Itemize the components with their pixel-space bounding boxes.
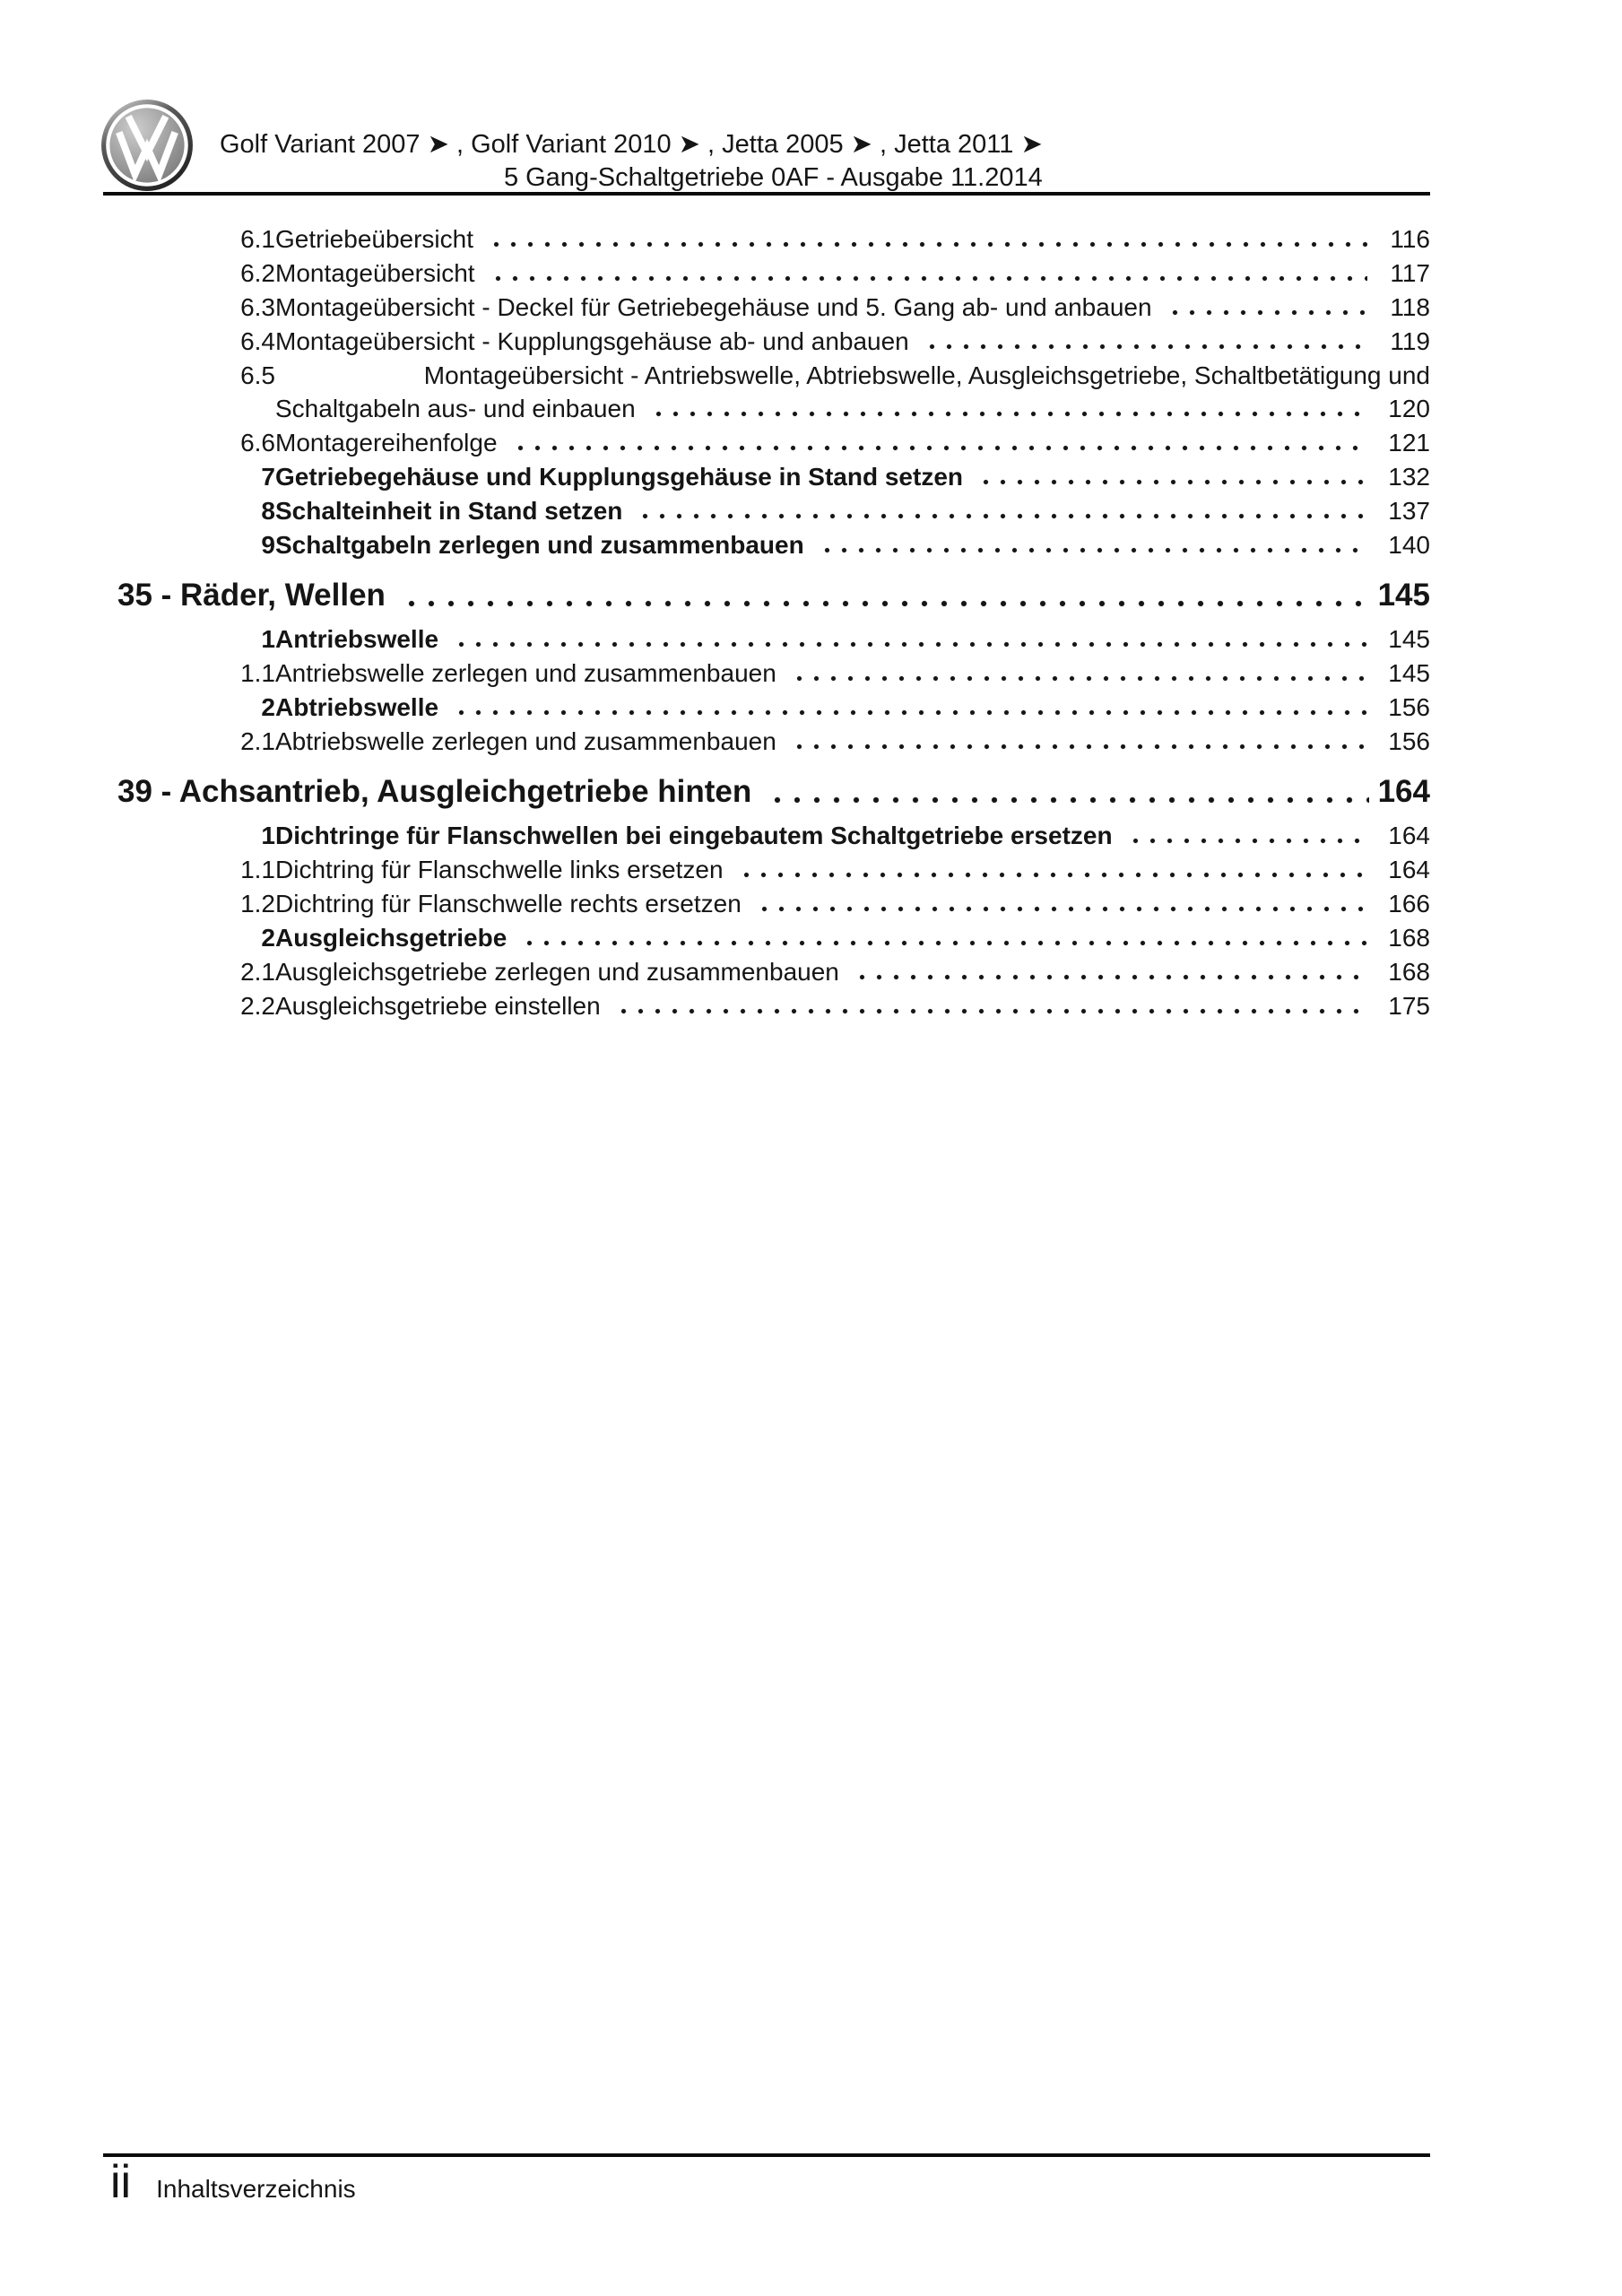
dot-leader [488,241,1367,248]
toc-entry [103,727,1430,755]
page-number: 121 [1388,429,1430,457]
entry-number: 7 [261,463,275,491]
page-number: 156 [1388,693,1430,721]
page-number: 118 [1390,293,1430,321]
entry-title: Schaltgabeln zerlegen und zusammenbauen [275,531,804,559]
entry-title: Montageübersicht - Kupplungsgehäuse ab- und anbauen [275,327,909,355]
footer-row [110,2156,356,2208]
entry-number: 6.2 [240,259,275,287]
toc-entry [103,497,1430,525]
page-number: 132 [1388,463,1430,491]
header-rule [103,192,1430,196]
entry-number: 1 [261,822,275,849]
entry-number: 2.2 [240,992,275,1020]
dot-leader [402,600,1369,607]
page-number: 120 [1388,395,1430,422]
entry-number: 1.1 [240,856,275,883]
page-number: 175 [1388,992,1430,1020]
dot-leader [512,445,1367,451]
page-number: 166 [1388,890,1430,918]
toc-entry [103,992,1430,1020]
entry-number: 2 [261,924,275,952]
toc-entry [103,531,1430,559]
entry-title-continuation [275,395,1430,422]
toc-entry [103,293,1430,321]
toc-entry [103,429,1430,457]
toc-list [103,225,1430,1026]
entry-title: Ausgleichsgetriebe zerlegen und zusammenbauen [275,958,839,986]
entry-title: Montageübersicht - Antriebswelle, Abtriebswelle, Ausgleichsgetriebe, Schaltbetätigung und [423,361,1430,389]
header-model-list: Golf Variant 2007 ➤ , Golf Variant 2010 ➤ , Jetta 2005 ➤ , Jetta 2011 ➤ [220,130,1043,159]
page-number: 168 [1388,958,1430,986]
dot-leader [756,906,1367,912]
toc-entry [103,924,1430,952]
page-number: 145 [1388,659,1430,687]
toc-entry [103,822,1430,849]
entry-title: Antriebswelle zerlegen und zusammenbauen [275,659,776,687]
page-number: 156 [1388,727,1430,755]
footer-label: Inhaltsverzeichnis [156,2175,356,2203]
dot-leader [490,275,1367,282]
dot-leader [637,513,1367,519]
dot-leader [819,547,1367,553]
dot-leader [854,974,1367,980]
entry-number: 1.2 [240,890,275,918]
entry-number: 2 [261,693,275,721]
dot-leader [453,641,1367,648]
page-number: 164 [1388,856,1430,883]
page-number: 164 [1388,822,1430,849]
toc-entry [103,890,1430,918]
page-number: 168 [1388,924,1430,952]
page-number: 137 [1388,497,1430,525]
entry-title: Getriebeübersicht [275,225,474,253]
dot-leader [768,796,1368,804]
entry-number: 6.3 [240,293,275,321]
entry-number: 6.5 [240,361,275,389]
entry-number: 8 [261,497,275,525]
dot-leader [615,1008,1367,1014]
toc-entry [103,225,1430,253]
entry-title: Antriebswelle [275,625,439,653]
dot-leader [791,744,1367,750]
dot-leader [1127,838,1367,844]
entry-title: Schalteinheit in Stand setzen [275,497,623,525]
dot-leader [453,709,1367,716]
entry-title: Ausgleichsgetriebe einstellen [275,992,601,1020]
toc-entry [103,259,1430,287]
entry-number: 2.1 [240,958,275,986]
header-text-block [220,128,1043,195]
dot-leader [977,479,1367,485]
page-number: 117 [1390,259,1430,287]
entry-title: Ausgleichsgetriebe [275,924,507,952]
toc-entry [103,327,1430,355]
page-number: 140 [1388,531,1430,559]
page-number: 164 [1377,774,1430,809]
page-number: 145 [1377,578,1430,613]
entry-title: Dichtring für Flanschwelle links ersetzen [275,856,724,883]
page-number: 119 [1390,327,1430,355]
dot-leader [791,675,1367,682]
section-title: 35 - Räder, Wellen [117,578,386,613]
header-manual-subtitle: 5 Gang-Schaltgetriebe 0AF - Ausgabe 11.2014 [503,163,1043,192]
dot-leader [1167,309,1367,316]
toc-entry [103,958,1430,986]
toc-entry [103,856,1430,883]
toc-section-heading [103,775,1430,809]
dot-leader [521,940,1367,946]
vw-logo-icon [100,99,194,192]
entry-number: 6.1 [240,225,275,253]
entry-title: Montageübersicht [275,259,475,287]
dot-leader [738,872,1367,878]
entry-number: 2.1 [240,727,275,755]
section-title: 39 - Achsantrieb, Ausgleichgetriebe hinten [117,775,752,809]
entry-title: Abtriebswelle [275,693,439,721]
toc-entry [103,659,1430,687]
page-number: 145 [1388,625,1430,653]
footer-page-number: ii [110,2156,132,2208]
entry-title: Dichtring für Flanschwelle rechts ersetzen [275,890,742,918]
dot-leader [924,344,1367,350]
entry-number: 1 [261,625,275,653]
entry-title: Montagereihenfolge [275,429,498,457]
entry-number: 6.4 [240,327,275,355]
entry-title-line2: Schaltgabeln aus- und einbauen [275,395,636,422]
entry-number: 1.1 [240,659,275,687]
entry-title: Dichtringe für Flanschwellen bei eingebautem Schaltgetriebe ersetzen [275,822,1113,849]
dot-leader [650,411,1367,417]
toc-entry [103,463,1430,491]
toc-entry [103,693,1430,721]
entry-title: Montageübersicht - Deckel für Getriebegehäuse und 5. Gang ab- und anbauen [275,293,1152,321]
entry-title: Getriebegehäuse und Kupplungsgehäuse in Stand setzen [275,463,964,491]
toc-entry [103,361,1430,422]
entry-number: 9 [261,531,275,559]
entry-body [275,361,1430,422]
entry-number: 6.6 [240,429,275,457]
toc-entry [103,625,1430,653]
entry-title: Abtriebswelle zerlegen und zusammenbauen [275,727,776,755]
page-number: 116 [1390,225,1430,253]
toc-section-heading [103,578,1430,613]
